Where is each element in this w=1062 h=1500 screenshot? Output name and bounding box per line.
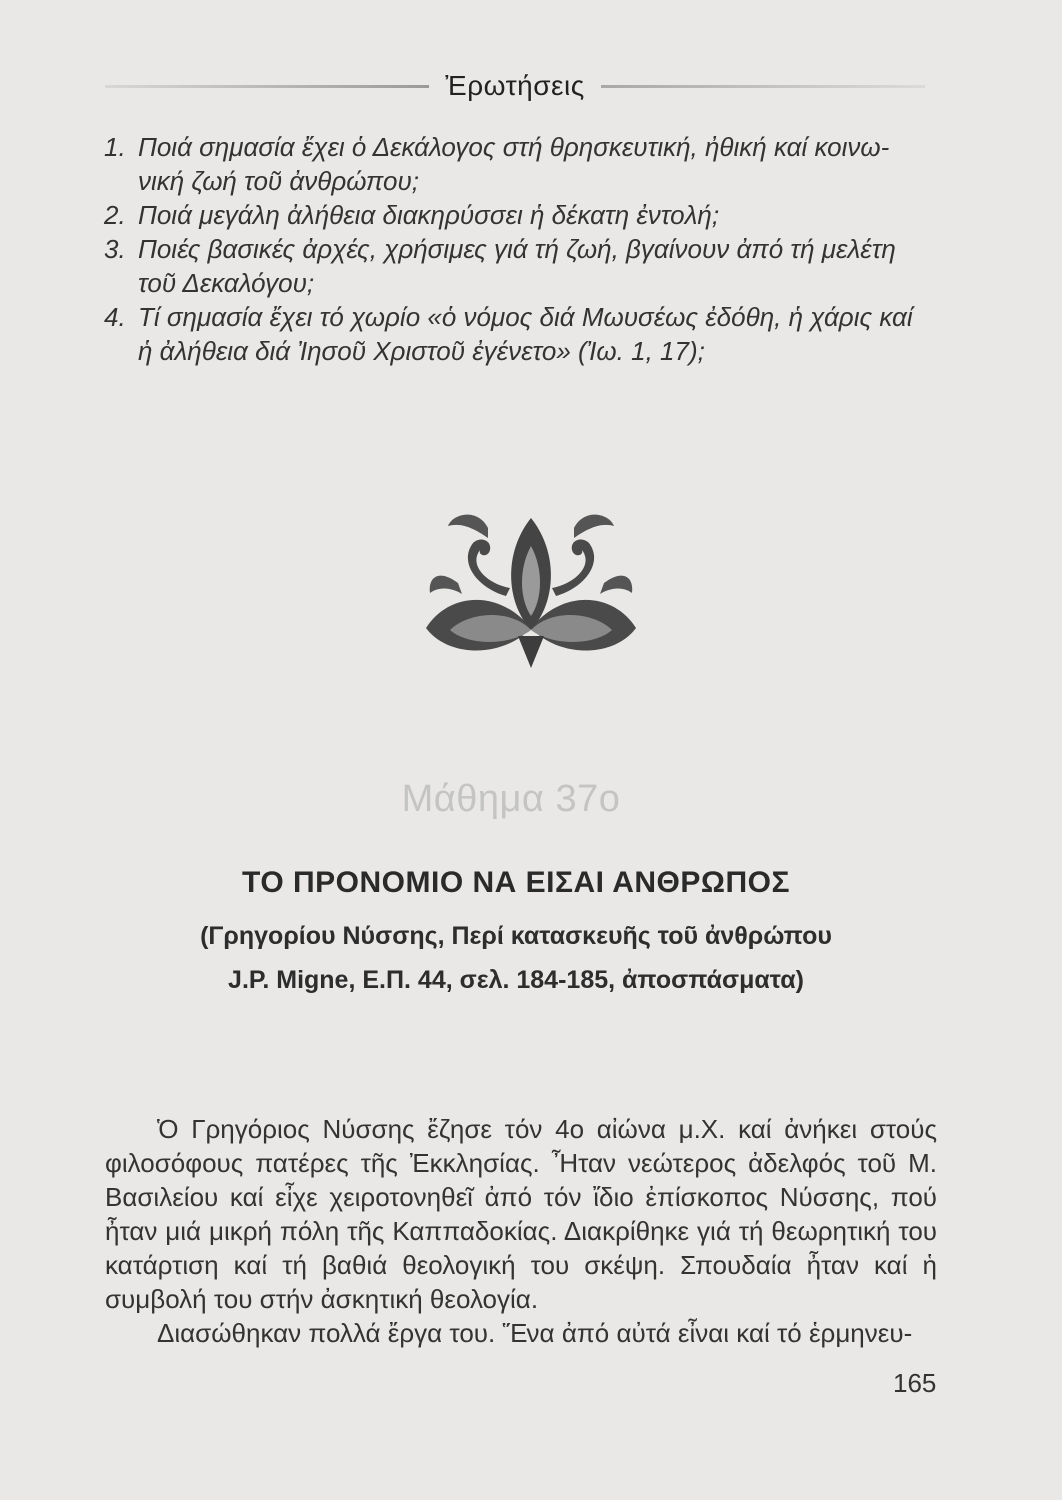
header-title: Ἐρωτήσεις — [445, 70, 585, 101]
questions-list — [100, 130, 950, 368]
question-line: Τί σημασία ἔχει τό χωρίο «ὁ νόμος διά Μωυσέως ἐδόθη, ἡ χάρις καί — [138, 302, 913, 332]
body-text — [105, 1112, 937, 1350]
question-item — [100, 130, 950, 198]
question-item — [100, 198, 950, 232]
question-line: Ποιές βασικές ἀρχές, χρήσιμες γιά τή ζωή, βγαίνουν ἀπό τή μελέτη — [138, 234, 896, 264]
section-header — [105, 66, 925, 106]
question-line: νική ζωή τοῦ ἀνθρώπου; — [138, 166, 419, 196]
question-number: 1. — [104, 132, 126, 162]
question-line: τοῦ Δεκαλόγου; — [138, 268, 315, 298]
question-number: 4. — [104, 302, 126, 332]
lesson-title: ΤΟ ΠΡΟΝΟΜΙΟ ΝΑ ΕΙΣΑΙ ΑΝΘΡΩΠΟΣ — [242, 866, 790, 899]
page-number: 165 — [893, 1368, 937, 1398]
header-rule-right — [601, 85, 925, 88]
question-item — [100, 300, 950, 368]
question-line: Ποιά μεγάλη ἀλήθεια διακηρύσσει ἡ δέκατη ἐντολή; — [138, 200, 720, 230]
body-paragraph: Διασώθηκαν πολλά ἔργα του. Ἕνα ἀπό αὐτά εἶναι καί τό ἑρμηνευ- — [157, 1318, 913, 1348]
lesson-label: Μάθημα 37ο — [401, 778, 621, 820]
source-citation-line2: J.P. Migne, Ε.Π. 44, σελ. 184-185, ἀποσπάσματα) — [228, 966, 804, 994]
body-paragraph: Ὁ Γρηγόριος Νύσσης ἔζησε τόν 4ο αἰώνα μ.Χ. καί ἀνήκει στούς φιλοσόφους πατέρες τῆς Ἐκκλησίας. Ἦταν νεώτερος ἀδελφός τοῦ Μ. Βασιλείου καί εἶχε χειροτονηθεῖ ἀπό τόν ἴδιο ἐπίσκοπος Νύσσης, πού ἦταν μιά μικρή πόλη τῆς Καππαδοκίας. Διακρίθηκε γιά τή θεωρητική του κατάρτιση καί τή βαθιά θεολογική του σκέψη. Σπουδαία ἦταν καί ἡ συμβολή του στήν ἀσκητική θεολογία. — [105, 1114, 937, 1314]
floral-ornament-icon — [418, 508, 644, 670]
header-rule-left — [105, 85, 429, 88]
question-number: 2. — [104, 200, 126, 230]
source-citation-line1: (Γρηγορίου Νύσσης, Περί κατασκευῆς τοῦ ἀνθρώπου — [200, 922, 832, 950]
question-line: Ποιά σημασία ἔχει ὁ Δεκάλογος στή θρησκευτική, ἠθική καί κοινω- — [138, 132, 890, 162]
question-number: 3. — [104, 234, 126, 264]
question-item — [100, 232, 950, 300]
question-line: ἡ ἀλήθεια διά Ἰησοῦ Χριστοῦ ἐγένετο» (Ἰω. 1, 17); — [138, 336, 705, 366]
